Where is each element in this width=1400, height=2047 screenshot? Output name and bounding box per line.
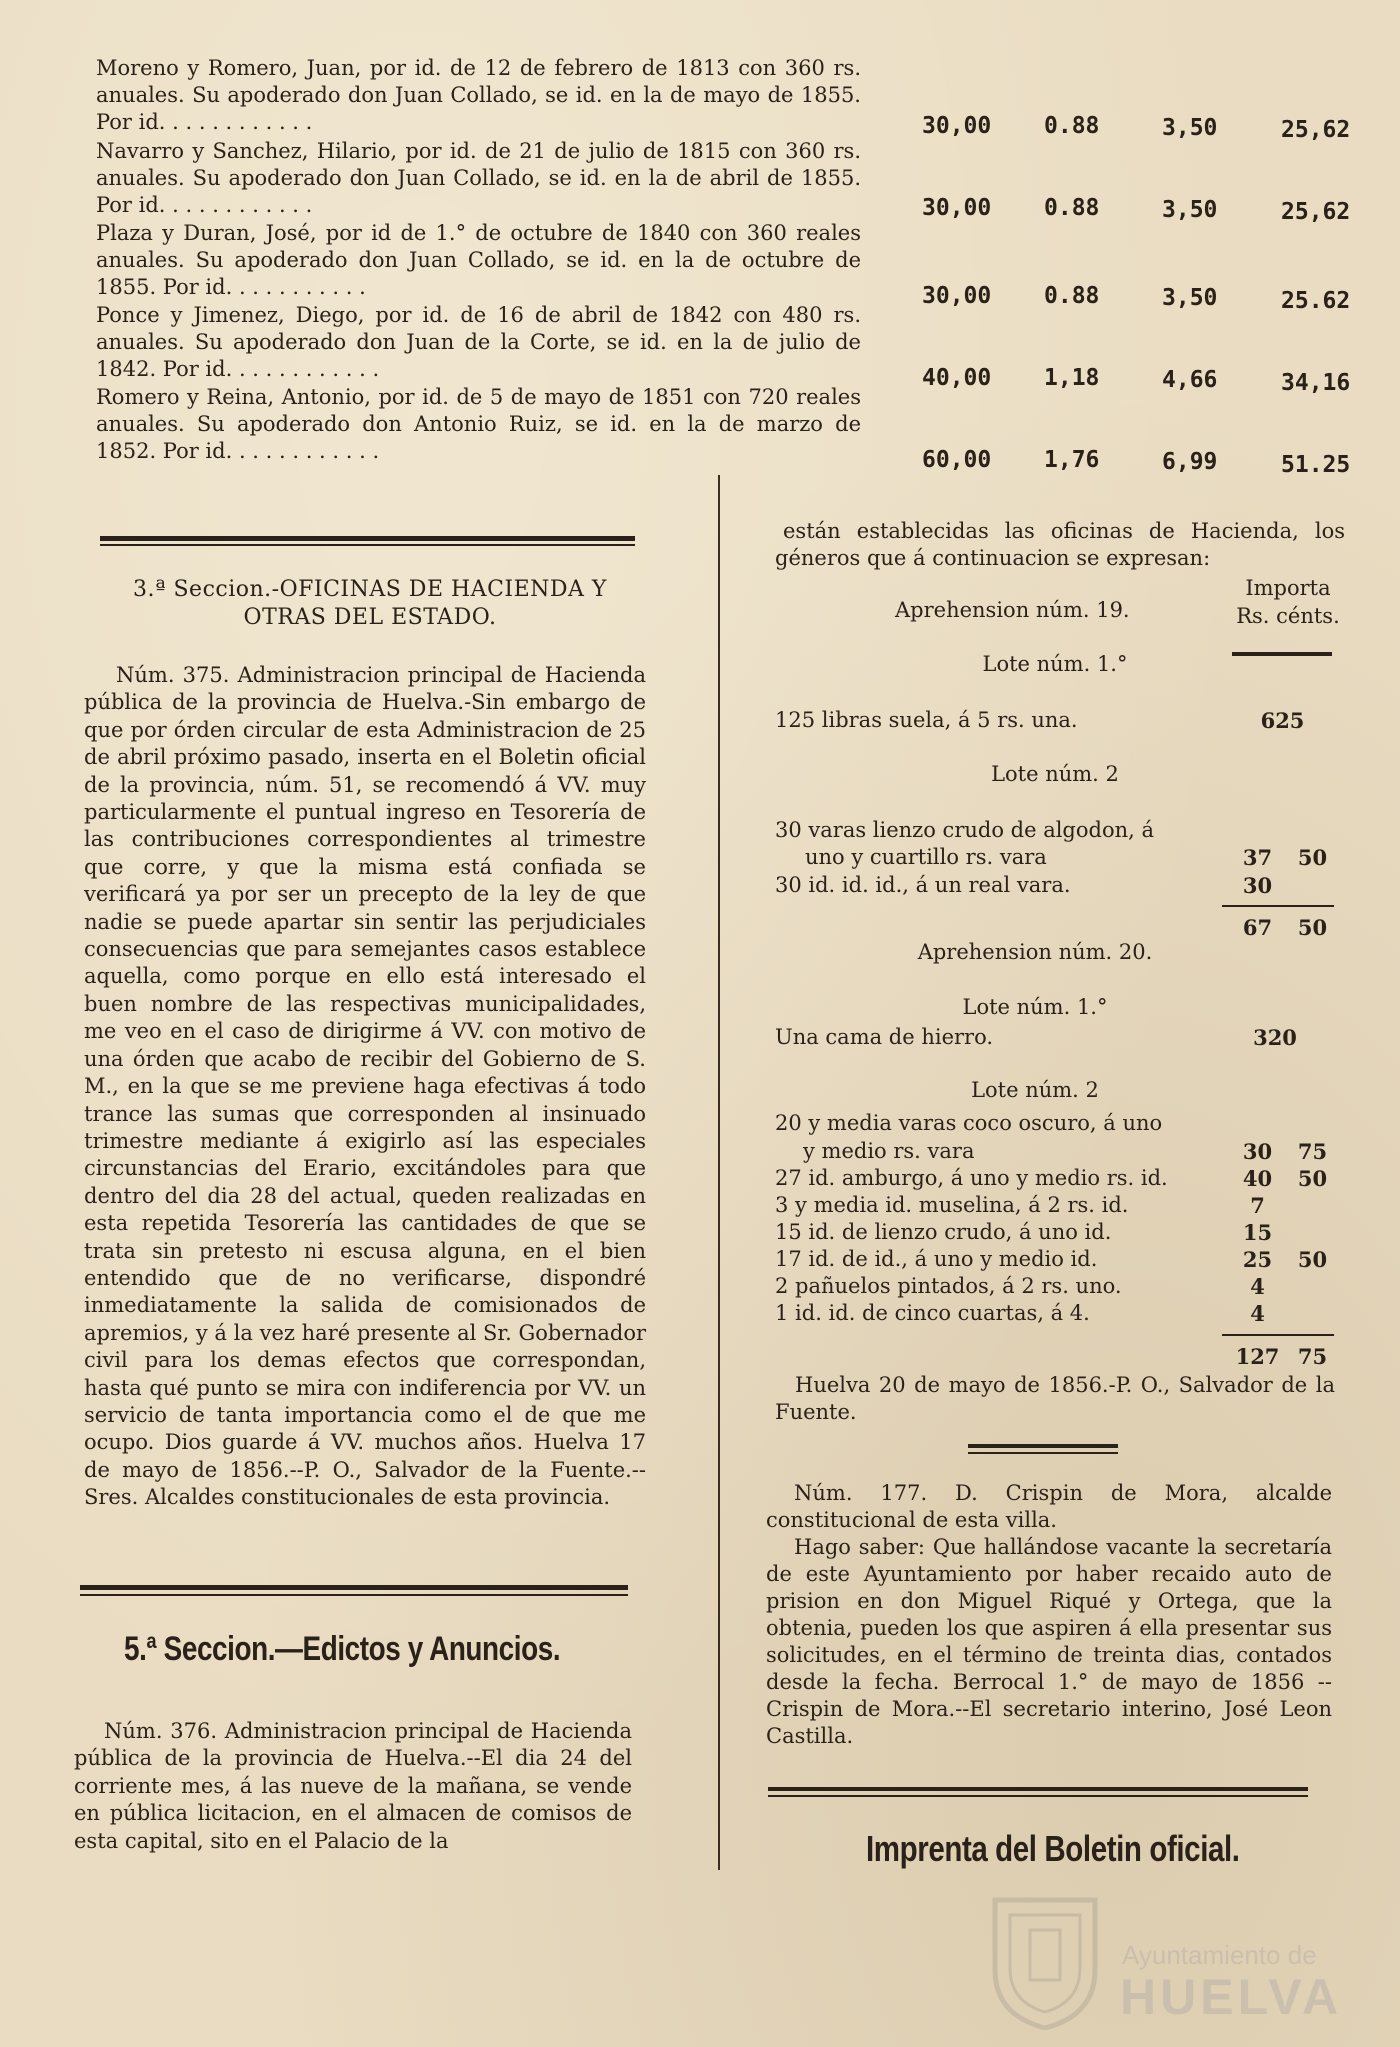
auction-signature-text: Huelva 20 de mayo de 1856.-P. O., Salvador de la Fuente. [775, 1373, 1335, 1424]
lot-item-value: 625 [1260, 708, 1305, 733]
section-rule [80, 1594, 628, 1596]
pension-amount: 4,66 [1162, 367, 1218, 393]
section5-title: 5.ª Seccion.—Edictos y Anuncios. [124, 1630, 561, 1668]
pension-amount: 3,50 [1162, 197, 1218, 223]
lot-item [775, 1300, 1335, 1327]
lot-item-value: 4 [1250, 1274, 1265, 1299]
lote-heading: Lote núm. 1.° [982, 652, 1128, 676]
lot-item-text: y medio rs. vara [803, 1139, 975, 1163]
notice-375 [84, 662, 646, 1512]
pension-amount: 3,50 [1162, 115, 1218, 141]
lot-item [775, 817, 1335, 844]
lot-item-cents: 50 [1297, 845, 1328, 870]
lot-total-value: 127 [1235, 1344, 1280, 1369]
lot-item-text: 30 varas lienzo crudo de algodon, á [775, 818, 1154, 842]
pension-text: Romero y Reina, Antonio, por id. de 5 de mayo de 1851 con 720 reales anuales. Su apoderado don Antonio Ruiz, se id. en la de marzo de 1852. Por id. . . . . . . . . . . . [96, 385, 861, 463]
watermark-line1: Ayuntamiento de [1122, 1940, 1317, 1970]
lot-item-value: 37 [1242, 845, 1273, 870]
auction-intro [775, 518, 1345, 572]
pension-amount: 3,50 [1162, 285, 1218, 311]
lot-item [775, 707, 1335, 734]
lot-item-cents: 75 [1297, 1139, 1328, 1164]
auction-intro-text: están establecidas las oficinas de Hacienda, los géneros que á continuacion se expresan: [775, 519, 1345, 570]
pension-entry [96, 302, 861, 383]
pension-amount: 25,62 [1281, 117, 1351, 143]
lot-item-value: 30 [1242, 1139, 1273, 1164]
lot-item-text: 17 id. de id., á uno y medio id. [775, 1247, 1098, 1271]
total-rule [1222, 1334, 1334, 1336]
lot-item-cents: 50 [1297, 1247, 1328, 1272]
pension-amount: 0.88 [1044, 283, 1100, 309]
section-rule [768, 1787, 1308, 1791]
lot-item-text: 1 id. id. de cinco cuartas, á 4. [775, 1301, 1090, 1325]
notice-376-text: Núm. 376. Administracion principal de Hacienda pública de la provincia de Huelva.--El dia 24 del corriente mes, á las nueve de la mañana, se vende en pública licitacion, en el almacen de comisos de esta capital, sito en el Palacio de la [74, 1719, 632, 1853]
pension-amount: 0.88 [1044, 195, 1100, 221]
lot-item-list [775, 1110, 1335, 1330]
pension-entry [96, 384, 861, 465]
notice-177-text: Hago saber: Que hallándose vacante la secretaría de este Ayuntamiento por haber recaido auto de prision en don Miguel Riqué y Ortega, que la obtenia, pueden los que aspiren á ella presentar sus solicitudes, en el término de treinta dias, contados desde la fecha. Berrocal 1.° de mayo de 1856 --Crispin de Mora.--El secretario interino, José Leon Castilla. [766, 1535, 1332, 1748]
lot-item-text: Una cama de hierro. [775, 1025, 994, 1049]
pension-amount: 51.25 [1281, 452, 1351, 478]
section3-title-line1: 3.ª Seccion.-OFICINAS DE HACIENDA Y [133, 577, 607, 602]
imprenta-footer: Imprenta del Boletin oficial. [866, 1828, 1240, 1869]
lot-item-text: 20 y media varas coco oscuro, á uno [775, 1111, 1163, 1135]
pension-text: Navarro y Sanchez, Hilario, por id. de 21 de julio de 1815 con 360 rs. anuales. Su apoderado don Juan Collado, se id. en la de abril de 1855. Por id. . . . . . . . . . . . [96, 139, 861, 217]
pension-entry [96, 138, 861, 219]
lot-total-value: 67 [1242, 915, 1273, 940]
pension-amount: 30,00 [922, 283, 992, 309]
lot-item-text: 125 libras suela, á 5 rs. una. [775, 708, 1078, 732]
lot-item-value: 15 [1242, 1220, 1273, 1245]
pension-amount: 6,99 [1162, 449, 1218, 475]
pension-amount: 34,16 [1281, 370, 1351, 396]
section3-title-line2: OTRAS DEL ESTADO. [243, 605, 497, 630]
notice-375-text: Núm. 375. Administracion principal de Hacienda pública de la provincia de Huelva.-Sin embargo de que por órden circular de esta Administracion de 25 de abril próximo pasado, inserta en el Boletin oficial de la provincia, núm. 51, se recomendó á VV. muy particularmente el puntual ingreso en Tesorería de las contribuciones correspondientes al trimestre que corre, y que la misma está confiada se verificará ya por ser un precepto de la ley de que nadie se puede apartar sin sentir las perjudiciales consecuencias que para semejantes casos establece aquella, como porque en ello está interesado el buen nombre de las respectivas municipalidades, me veo en el caso de dirigirme á VV. con motivo de una órden que acabo de recibir del Gobierno de S. M., en la que se me previene haga efectivas á todo trance las sumas que corresponden al insinuado trimestre mediante á exigirlo así las especiales circunstancias del Erario, excitándoles para que dentro del dia 28 del actual, queden realizadas en esta repetida Tesorería las cantidades de que se trata sin pretesto ni escusa alguna, en el bien entendido que de no verificarse, dispondré inmediatamente la salida de comisionados de apremios, y á la vez haré presente al Sr. Gobernador civil para los demas efectos que correspondan, hasta qué punto se mira con indiferencia por VV. un servicio de tanta importancia como el de que me ocupo. Dios guarde á VV. muchos años. Huelva 17 de mayo de 1856.--P. O., Salvador de la Fuente.--Sres. Alcaldes constitucionales de esta provincia. [84, 663, 646, 1510]
lote-heading: Lote núm. 2 [971, 1078, 1099, 1102]
lot-item [775, 1246, 1335, 1273]
pension-amount: 25,62 [1281, 199, 1351, 225]
notice-376 [74, 1718, 632, 1854]
section-rule [968, 1444, 1118, 1448]
lot-item-text: 30 id. id. id., á un real vara. [775, 873, 1071, 897]
lot-item-text: 15 id. de lienzo crudo, á uno id. [775, 1220, 1112, 1244]
lot-item-text: uno y cuartillo rs. vara [805, 845, 1047, 869]
lot-item-cents: 50 [1297, 1166, 1328, 1191]
pension-amount: 1,76 [1044, 447, 1100, 473]
lot-item [775, 1273, 1335, 1300]
lot-item-value: 320 [1253, 1025, 1297, 1050]
notice-177 [766, 1480, 1332, 1750]
aprehension-20: Aprehension núm. 20. [917, 940, 1153, 964]
pension-entry [96, 220, 861, 301]
lot-item [775, 1219, 1335, 1246]
section3-title [90, 576, 650, 632]
pension-text: Ponce y Jimenez, Diego, por id. de 16 de abril de 1842 con 480 rs. anuales. Su apoderado don Juan de la Corte, se id. en la de julio de 1842. Por id. . . . . . . . . . . . [96, 303, 861, 381]
lot-item-text: 3 y media id. muselina, á 2 rs. id. [775, 1193, 1129, 1217]
pension-amount: 30,00 [922, 113, 992, 139]
rs-cents-label: Rs. cénts. [1236, 604, 1340, 628]
lot-item [775, 1192, 1335, 1219]
lot-item-text: 27 id. amburgo, á uno y medio rs. id. [775, 1166, 1168, 1190]
section-rule [968, 1452, 1118, 1454]
pension-amount: 30,00 [922, 195, 992, 221]
lot-item-value: 7 [1250, 1193, 1265, 1218]
lote-heading: Lote núm. 2 [991, 762, 1119, 786]
lot-item-value: 30 [1242, 873, 1273, 898]
lot-item [775, 844, 1335, 871]
section-rule [100, 544, 635, 546]
watermark-line2: HUELVA [1120, 1969, 1343, 2025]
lot-item [775, 1138, 1335, 1165]
lot-item [775, 1165, 1335, 1192]
lot-item-value: 40 [1242, 1166, 1273, 1191]
coat-of-arms-watermark [985, 1880, 1105, 2030]
pension-text: Plaza y Duran, José, por id de 1.° de octubre de 1840 con 360 reales anuales. Su apoderado don Juan Collado, se id. en la de octubre de 1855. Por id. . . . . . . . . . . [96, 221, 861, 299]
lot-item-value: 4 [1250, 1301, 1265, 1326]
section-rule [100, 536, 635, 541]
pension-amount: 0.88 [1044, 113, 1100, 139]
pension-amount: 60,00 [922, 447, 992, 473]
pension-entry [96, 55, 861, 136]
notice-177-heading: Núm. 177. D. Crispin de Mora, alcalde constitucional de esta villa. [766, 1481, 1332, 1532]
auction-signature [775, 1372, 1335, 1426]
lote-heading: Lote núm. 1.° [962, 995, 1108, 1019]
section-rule [768, 1795, 1308, 1797]
lot-item [775, 1024, 1335, 1051]
column-divider [718, 475, 720, 1870]
pension-amount: 1,18 [1044, 365, 1100, 391]
lot-total-cents: 75 [1297, 1344, 1328, 1369]
lot-item [775, 1110, 1335, 1137]
pension-text: Moreno y Romero, Juan, por id. de 12 de febrero de 1813 con 360 rs. anuales. Su apoderado don Juan Collado, se id. en la de mayo de 1855. Por id. . . . . . . . . . . . [96, 56, 861, 134]
total-rule [1222, 905, 1334, 907]
section-rule [80, 1585, 628, 1590]
lot-total-cents: 50 [1297, 915, 1328, 940]
lot-item-text: 2 pañuelos pintados, á 2 rs. uno. [775, 1274, 1122, 1298]
lot-item [775, 872, 1335, 899]
lot-item-value: 25 [1242, 1247, 1273, 1272]
importa-label: Importa [1245, 576, 1331, 600]
pension-amount: 40,00 [922, 365, 992, 391]
pension-amount: 25.62 [1281, 288, 1351, 314]
aprehension-19: Aprehension núm. 19. [895, 598, 1130, 622]
